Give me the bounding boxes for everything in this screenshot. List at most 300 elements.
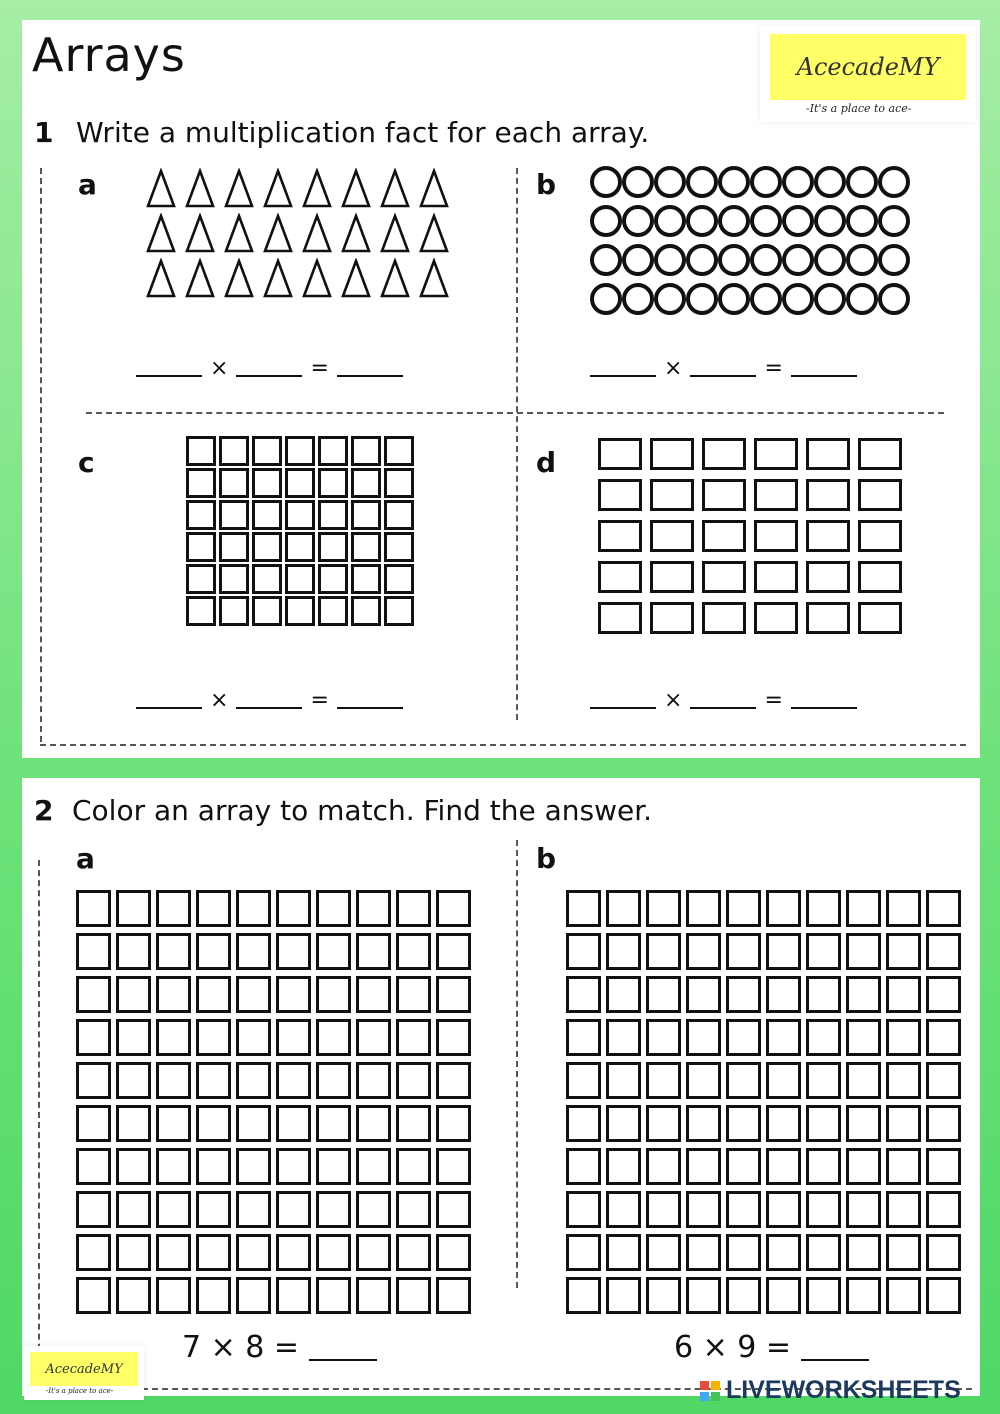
blank-d-3[interactable] <box>791 705 857 709</box>
circle-shape <box>750 166 782 198</box>
cell-shape[interactable] <box>196 1148 231 1185</box>
cell-shape[interactable] <box>686 1234 721 1271</box>
cell-shape[interactable] <box>766 1277 801 1314</box>
cell-shape[interactable] <box>806 933 841 970</box>
logo-bottom <box>24 1346 144 1400</box>
liveworksheets-watermark <box>700 1376 961 1405</box>
cell-shape[interactable] <box>196 1105 231 1142</box>
cell-shape[interactable] <box>766 976 801 1013</box>
cell-shape[interactable] <box>766 1191 801 1228</box>
times-sign: × <box>664 688 683 713</box>
cell-shape[interactable] <box>806 890 841 927</box>
cell-shape[interactable] <box>316 1062 351 1099</box>
cell-shape[interactable] <box>76 1191 111 1228</box>
cell-shape[interactable] <box>276 1148 311 1185</box>
circle-shape <box>654 244 686 276</box>
cell-shape[interactable] <box>436 1234 471 1271</box>
cell-shape[interactable] <box>276 1234 311 1271</box>
cell-shape[interactable] <box>76 1148 111 1185</box>
cell-shape[interactable] <box>566 1234 601 1271</box>
cell-shape[interactable] <box>646 976 681 1013</box>
square-shape <box>252 436 282 466</box>
cell-shape[interactable] <box>156 1191 191 1228</box>
cell-shape[interactable] <box>766 1105 801 1142</box>
cell-shape[interactable] <box>316 1277 351 1314</box>
blank-c-1[interactable] <box>136 705 202 709</box>
logo-bottom-name: AcecadeMY <box>30 1352 138 1386</box>
cell-shape[interactable] <box>726 890 761 927</box>
cell-shape[interactable] <box>116 1234 151 1271</box>
cell-shape[interactable] <box>806 1277 841 1314</box>
circle-shape <box>750 283 782 315</box>
square-shape <box>285 500 315 530</box>
cell-shape[interactable] <box>396 1191 431 1228</box>
cell-shape[interactable] <box>886 933 921 970</box>
cell-shape[interactable] <box>726 1105 761 1142</box>
cell-shape[interactable] <box>646 890 681 927</box>
cell-shape[interactable] <box>846 890 881 927</box>
circle-shape <box>878 205 910 237</box>
question-1-number: 1 <box>34 116 54 149</box>
rectangle-shape <box>598 520 642 552</box>
cell-shape[interactable] <box>726 933 761 970</box>
cell-shape[interactable] <box>196 1191 231 1228</box>
cell-shape[interactable] <box>276 976 311 1013</box>
square-shape <box>252 468 282 498</box>
cell-shape[interactable] <box>926 1277 961 1314</box>
cell-shape[interactable] <box>116 1277 151 1314</box>
blank-c-2[interactable] <box>236 705 302 709</box>
square-shape <box>219 436 249 466</box>
blank-b-3[interactable] <box>791 373 857 377</box>
cell-shape[interactable] <box>566 1148 601 1185</box>
fact-a <box>136 356 403 381</box>
cell-shape[interactable] <box>276 1191 311 1228</box>
logo-top <box>760 26 976 122</box>
cell-shape[interactable] <box>76 1277 111 1314</box>
rectangle-shape <box>754 602 798 634</box>
circle-shape <box>622 166 654 198</box>
times-sign: × <box>664 356 683 381</box>
cell-shape[interactable] <box>606 1062 641 1099</box>
square-shape <box>252 564 282 594</box>
cell-shape[interactable] <box>116 1148 151 1185</box>
triangle-shape <box>185 168 215 208</box>
fact-d <box>590 688 857 713</box>
cell-shape[interactable] <box>566 1191 601 1228</box>
circle-shape <box>814 283 846 315</box>
cell-shape[interactable] <box>396 1062 431 1099</box>
cell-shape[interactable] <box>606 933 641 970</box>
circle-shape <box>590 244 622 276</box>
cell-shape[interactable] <box>886 1191 921 1228</box>
circle-shape <box>718 205 750 237</box>
cell-shape[interactable] <box>926 1191 961 1228</box>
cell-shape[interactable] <box>196 933 231 970</box>
cell-shape[interactable] <box>156 1234 191 1271</box>
square-shape <box>186 564 216 594</box>
cell-shape[interactable] <box>396 1234 431 1271</box>
cell-shape[interactable] <box>316 1148 351 1185</box>
cell-shape[interactable] <box>436 976 471 1013</box>
cell-shape[interactable] <box>686 1191 721 1228</box>
triangle-shape <box>185 258 215 298</box>
square-shape <box>351 532 381 562</box>
cell-shape[interactable] <box>356 1105 391 1142</box>
cell-shape[interactable] <box>726 1062 761 1099</box>
cell-shape[interactable] <box>436 890 471 927</box>
circle-shape <box>814 244 846 276</box>
cell-shape[interactable] <box>926 1105 961 1142</box>
cell-shape[interactable] <box>566 890 601 927</box>
cell-shape[interactable] <box>356 1234 391 1271</box>
circle-shape <box>782 283 814 315</box>
cell-shape[interactable] <box>196 1234 231 1271</box>
cell-shape[interactable] <box>766 1019 801 1056</box>
cell-shape[interactable] <box>686 1277 721 1314</box>
cell-shape[interactable] <box>806 1191 841 1228</box>
cell-shape[interactable] <box>76 1019 111 1056</box>
cell-shape[interactable] <box>116 933 151 970</box>
cell-shape[interactable] <box>316 1234 351 1271</box>
cell-shape[interactable] <box>356 976 391 1013</box>
cell-shape[interactable] <box>606 1191 641 1228</box>
cell-shape[interactable] <box>886 1234 921 1271</box>
cell-shape[interactable] <box>236 1277 271 1314</box>
cell-shape[interactable] <box>436 933 471 970</box>
blank-b-2[interactable] <box>690 373 756 377</box>
cell-shape[interactable] <box>316 1019 351 1056</box>
circle-shape <box>782 205 814 237</box>
cell-shape[interactable] <box>726 1234 761 1271</box>
cell-shape[interactable] <box>76 933 111 970</box>
equals-sign: = <box>764 356 783 381</box>
square-shape <box>186 468 216 498</box>
rectangle-shape <box>858 602 902 634</box>
cell-shape[interactable] <box>806 1019 841 1056</box>
cell-shape[interactable] <box>686 1148 721 1185</box>
cell-shape[interactable] <box>276 1019 311 1056</box>
cell-shape[interactable] <box>646 1019 681 1056</box>
answer-blank-b[interactable] <box>801 1357 869 1361</box>
cell-shape[interactable] <box>846 1277 881 1314</box>
cell-shape[interactable] <box>646 1105 681 1142</box>
circle-array <box>590 166 910 315</box>
cell-shape[interactable] <box>356 890 391 927</box>
cell-shape[interactable] <box>606 1277 641 1314</box>
circle-shape <box>686 283 718 315</box>
triangle-shape <box>419 258 449 298</box>
cell-shape[interactable] <box>766 1234 801 1271</box>
rectangle-shape <box>806 561 850 593</box>
rectangle-shape <box>858 561 902 593</box>
triangle-shape <box>302 213 332 253</box>
cell-shape[interactable] <box>76 1234 111 1271</box>
triangle-shape <box>263 168 293 208</box>
cell-shape[interactable] <box>646 1148 681 1185</box>
cell-shape[interactable] <box>726 1019 761 1056</box>
cell-shape[interactable] <box>156 890 191 927</box>
part-b-label: b <box>536 168 557 201</box>
blank-a-3[interactable] <box>337 373 403 377</box>
cell-shape[interactable] <box>316 1191 351 1228</box>
cell-shape[interactable] <box>356 1062 391 1099</box>
cell-shape[interactable] <box>436 1191 471 1228</box>
cell-shape[interactable] <box>646 933 681 970</box>
cell-shape[interactable] <box>236 976 271 1013</box>
circle-shape <box>654 166 686 198</box>
cell-shape[interactable] <box>236 1062 271 1099</box>
cell-shape[interactable] <box>156 1019 191 1056</box>
square-shape <box>219 596 249 626</box>
cell-shape[interactable] <box>686 976 721 1013</box>
cell-shape[interactable] <box>806 1148 841 1185</box>
rectangle-shape <box>702 561 746 593</box>
triangle-shape <box>224 168 254 208</box>
cell-shape[interactable] <box>886 1105 921 1142</box>
blank-d-1[interactable] <box>590 705 656 709</box>
cell-shape[interactable] <box>606 1148 641 1185</box>
answer-blank-a[interactable] <box>309 1357 377 1361</box>
triangle-shape <box>419 168 449 208</box>
cell-shape[interactable] <box>196 1277 231 1314</box>
cell-shape[interactable] <box>846 976 881 1013</box>
cell-shape[interactable] <box>686 1105 721 1142</box>
circle-shape <box>686 166 718 198</box>
cell-shape[interactable] <box>606 1019 641 1056</box>
cell-shape[interactable] <box>276 1277 311 1314</box>
circle-shape <box>686 244 718 276</box>
cell-shape[interactable] <box>236 1105 271 1142</box>
cell-shape[interactable] <box>926 976 961 1013</box>
cell-shape[interactable] <box>396 1105 431 1142</box>
cell-shape[interactable] <box>236 1019 271 1056</box>
cell-shape[interactable] <box>806 1234 841 1271</box>
cell-shape[interactable] <box>276 933 311 970</box>
cell-shape[interactable] <box>566 933 601 970</box>
cell-shape[interactable] <box>76 1105 111 1142</box>
square-shape <box>186 532 216 562</box>
square-shape <box>219 564 249 594</box>
rectangle-shape <box>754 479 798 511</box>
page-title: Arrays <box>32 28 186 82</box>
cell-shape[interactable] <box>236 1148 271 1185</box>
rectangle-shape <box>598 561 642 593</box>
cell-shape[interactable] <box>236 890 271 927</box>
cell-shape[interactable] <box>646 1191 681 1228</box>
blank-a-1[interactable] <box>136 373 202 377</box>
cell-shape[interactable] <box>316 976 351 1013</box>
cell-shape[interactable] <box>686 1019 721 1056</box>
cell-shape[interactable] <box>196 1062 231 1099</box>
equation-b <box>674 1330 869 1365</box>
cell-shape[interactable] <box>926 1062 961 1099</box>
cell-shape[interactable] <box>646 1234 681 1271</box>
cell-shape[interactable] <box>766 1148 801 1185</box>
cell-shape[interactable] <box>156 976 191 1013</box>
cell-shape[interactable] <box>926 1234 961 1271</box>
cell-shape[interactable] <box>766 933 801 970</box>
cell-shape[interactable] <box>436 1019 471 1056</box>
cell-shape[interactable] <box>886 890 921 927</box>
cell-shape[interactable] <box>926 1148 961 1185</box>
cell-shape[interactable] <box>766 1062 801 1099</box>
cell-shape[interactable] <box>396 976 431 1013</box>
cell-shape[interactable] <box>436 1105 471 1142</box>
circle-shape <box>590 166 622 198</box>
cell-shape[interactable] <box>646 1062 681 1099</box>
cell-shape[interactable] <box>566 1277 601 1314</box>
triangle-shape <box>380 168 410 208</box>
cell-shape[interactable] <box>116 1105 151 1142</box>
cell-shape[interactable] <box>116 1062 151 1099</box>
circle-shape <box>654 283 686 315</box>
cell-shape[interactable] <box>156 1148 191 1185</box>
cell-shape[interactable] <box>76 976 111 1013</box>
cell-shape[interactable] <box>356 1148 391 1185</box>
cell-shape[interactable] <box>566 1105 601 1142</box>
times-sign: × <box>210 688 229 713</box>
square-shape <box>384 436 414 466</box>
cell-shape[interactable] <box>846 1148 881 1185</box>
cell-shape[interactable] <box>606 1234 641 1271</box>
cell-shape[interactable] <box>766 890 801 927</box>
cell-shape[interactable] <box>156 933 191 970</box>
cell-shape[interactable] <box>316 1105 351 1142</box>
square-shape <box>351 596 381 626</box>
divider-left-2 <box>38 860 40 1380</box>
cell-shape[interactable] <box>276 890 311 927</box>
triangle-array <box>146 168 449 298</box>
cell-shape[interactable] <box>806 976 841 1013</box>
cell-shape[interactable] <box>806 1105 841 1142</box>
cell-shape[interactable] <box>236 1234 271 1271</box>
square-shape <box>351 436 381 466</box>
cell-shape[interactable] <box>686 933 721 970</box>
square-shape <box>252 500 282 530</box>
cell-shape[interactable] <box>846 1062 881 1099</box>
circle-shape <box>590 283 622 315</box>
cell-shape[interactable] <box>566 976 601 1013</box>
blank-a-2[interactable] <box>236 373 302 377</box>
cell-shape[interactable] <box>396 1019 431 1056</box>
cell-shape[interactable] <box>436 1277 471 1314</box>
cell-shape[interactable] <box>316 890 351 927</box>
fact-c <box>136 688 403 713</box>
triangle-shape <box>146 258 176 298</box>
blank-c-3[interactable] <box>337 705 403 709</box>
cell-shape[interactable] <box>846 1191 881 1228</box>
rectangle-array <box>598 438 902 634</box>
cell-shape[interactable] <box>396 890 431 927</box>
cell-shape[interactable] <box>686 1062 721 1099</box>
cell-shape[interactable] <box>196 890 231 927</box>
blank-d-2[interactable] <box>690 705 756 709</box>
cell-shape[interactable] <box>236 933 271 970</box>
cell-shape[interactable] <box>726 1191 761 1228</box>
liveworksheets-icon <box>700 1381 720 1401</box>
cell-shape[interactable] <box>356 1277 391 1314</box>
cell-shape[interactable] <box>76 1062 111 1099</box>
cell-shape[interactable] <box>76 890 111 927</box>
cell-shape[interactable] <box>566 1062 601 1099</box>
cell-shape[interactable] <box>886 1019 921 1056</box>
cell-shape[interactable] <box>726 976 761 1013</box>
square-shape <box>186 596 216 626</box>
cell-shape[interactable] <box>116 976 151 1013</box>
square-shape <box>285 436 315 466</box>
q2-part-b-label: b <box>536 842 557 875</box>
triangle-shape <box>341 213 371 253</box>
cell-shape[interactable] <box>236 1191 271 1228</box>
cell-shape[interactable] <box>116 1019 151 1056</box>
square-shape <box>186 436 216 466</box>
cell-shape[interactable] <box>116 1191 151 1228</box>
logo-tagline: -It's a place to ace- <box>806 102 912 115</box>
cell-shape[interactable] <box>726 1148 761 1185</box>
cell-shape[interactable] <box>356 1019 391 1056</box>
cell-shape[interactable] <box>156 1277 191 1314</box>
cell-shape[interactable] <box>156 1105 191 1142</box>
cell-shape[interactable] <box>356 1191 391 1228</box>
color-grid-b[interactable] <box>566 890 961 1314</box>
question-1-instruction: Write a multiplication fact for each array. <box>76 116 650 149</box>
cell-shape[interactable] <box>686 890 721 927</box>
cell-shape[interactable] <box>116 890 151 927</box>
cell-shape[interactable] <box>606 890 641 927</box>
cell-shape[interactable] <box>886 1277 921 1314</box>
question-2-number: 2 <box>34 794 54 827</box>
cell-shape[interactable] <box>396 1148 431 1185</box>
cell-shape[interactable] <box>926 890 961 927</box>
cell-shape[interactable] <box>886 976 921 1013</box>
rectangle-shape <box>598 438 642 470</box>
color-grid-a[interactable] <box>76 890 471 1314</box>
cell-shape[interactable] <box>316 933 351 970</box>
cell-shape[interactable] <box>886 1062 921 1099</box>
cell-shape[interactable] <box>726 1277 761 1314</box>
cell-shape[interactable] <box>196 1019 231 1056</box>
cell-shape[interactable] <box>436 1062 471 1099</box>
circle-shape <box>622 283 654 315</box>
cell-shape[interactable] <box>926 1019 961 1056</box>
cell-shape[interactable] <box>396 1277 431 1314</box>
cell-shape[interactable] <box>396 933 431 970</box>
cell-shape[interactable] <box>196 976 231 1013</box>
circle-shape <box>622 205 654 237</box>
cell-shape[interactable] <box>846 1019 881 1056</box>
cell-shape[interactable] <box>606 976 641 1013</box>
cell-shape[interactable] <box>276 1105 311 1142</box>
cell-shape[interactable] <box>566 1019 601 1056</box>
cell-shape[interactable] <box>156 1062 191 1099</box>
cell-shape[interactable] <box>606 1105 641 1142</box>
cell-shape[interactable] <box>926 933 961 970</box>
cell-shape[interactable] <box>356 933 391 970</box>
cell-shape[interactable] <box>846 1234 881 1271</box>
cell-shape[interactable] <box>886 1148 921 1185</box>
cell-shape[interactable] <box>646 1277 681 1314</box>
cell-shape[interactable] <box>436 1148 471 1185</box>
cell-shape[interactable] <box>846 933 881 970</box>
square-shape <box>252 532 282 562</box>
cell-shape[interactable] <box>846 1105 881 1142</box>
blank-b-1[interactable] <box>590 373 656 377</box>
logo-bottom-tagline: -It's a place to ace- <box>46 1387 114 1395</box>
triangle-shape <box>224 213 254 253</box>
cell-shape[interactable] <box>806 1062 841 1099</box>
cell-shape[interactable] <box>276 1062 311 1099</box>
